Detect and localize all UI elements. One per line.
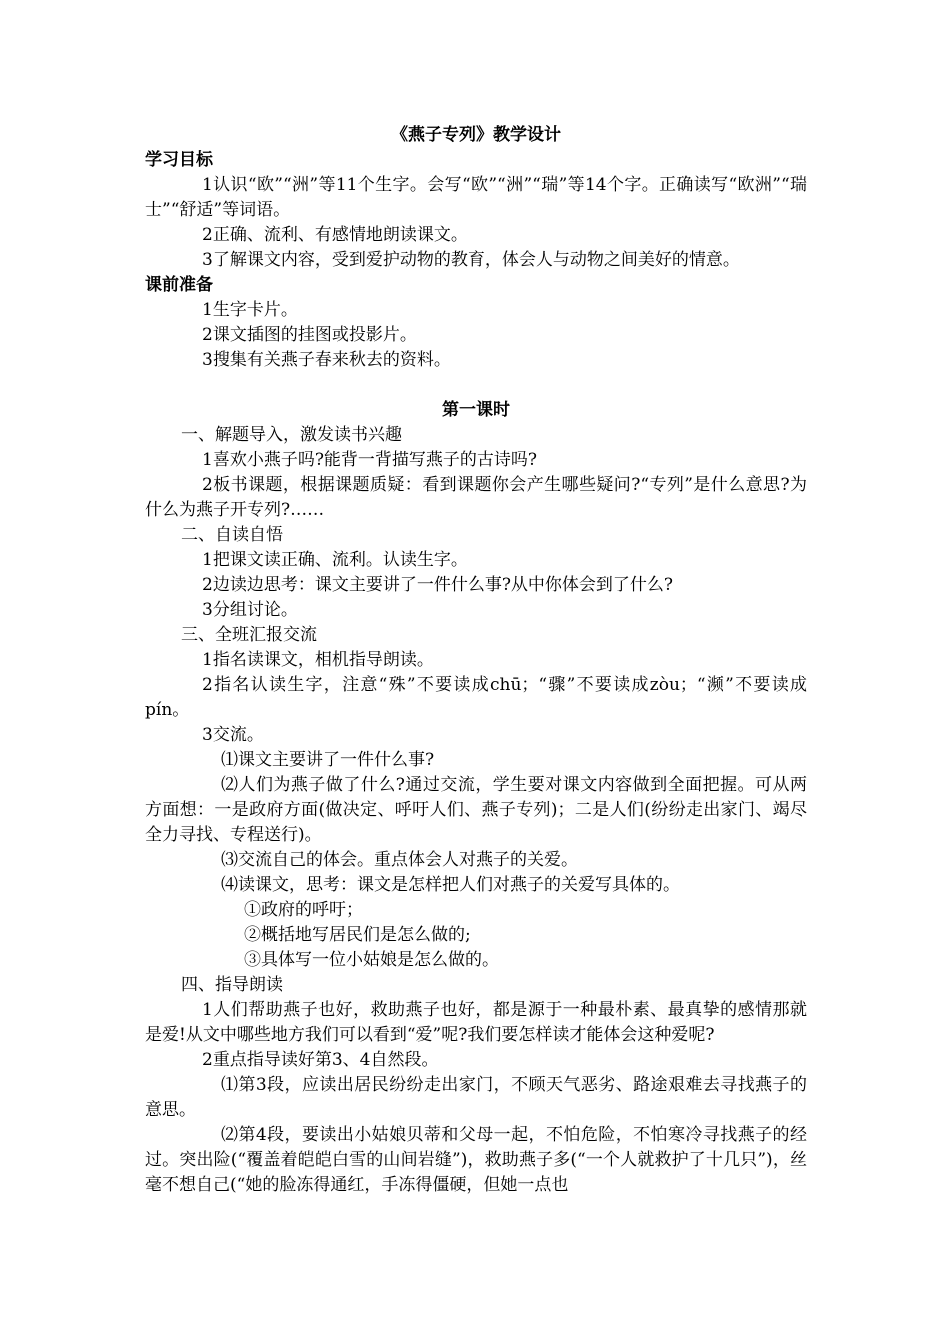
sub-item: ⑶交流自己的体会。重点体会人对燕子的关爱。	[221, 850, 578, 870]
part-item: 2指名认读生字，注意“殊”不要读成chū；“骤”不要读成zòu；“濒”不要读成pín。	[145, 675, 807, 720]
sub-item: ⑴课文主要讲了一件什么事?	[221, 750, 435, 770]
part-item: 2重点指导读好第3、4自然段。	[202, 1050, 439, 1070]
part-heading: 二、自读自悟	[181, 525, 283, 545]
part-item: 1人们帮助燕子也好，救助燕子也好，都是源于一种最朴素、最真挚的感情那就是爱!从文中哪些地方我们可以看到“爱”呢?我们要怎样读才能体会这种爱呢?	[145, 1000, 807, 1045]
circled-item: ②概括地写居民们是怎么做的;	[244, 925, 471, 945]
goal-item: 1认识“欧”“洲”等11个生字。会写“欧”“洲”“瑞”等14个字。正确读写“欧洲”“瑞士”“舒适”等词语。	[145, 175, 807, 220]
part-item: 3交流。	[202, 725, 264, 745]
goal-item: 2正确、流利、有感情地朗读课文。	[202, 225, 468, 245]
preparation-item: 2课文插图的挂图或投影片。	[202, 325, 417, 345]
circled-item: ③具体写一位小姑娘是怎么做的。	[244, 950, 499, 970]
document-title: 《燕子专列》教学设计	[391, 125, 561, 145]
sub-item: ⑷读课文，思考：课文是怎样把人们对燕子的关爱写具体的。	[221, 875, 680, 895]
section-heading-preparation: 课前准备	[145, 275, 213, 295]
part-item: 2板书课题，根据课题质疑：看到课题你会产生哪些疑问?“专列”是什么意思?为什么为燕子开专列?……	[145, 475, 807, 520]
preparation-item: 3搜集有关燕子春来秋去的资料。	[202, 350, 451, 370]
document-body	[145, 123, 807, 1198]
preparation-item: 1生字卡片。	[202, 300, 298, 320]
part-item: 1把课文读正确、流利。认读生字。	[202, 550, 468, 570]
part-item: 1指名读课文，相机指导朗读。	[202, 650, 434, 670]
spacer	[145, 373, 807, 398]
lesson-title: 第一课时	[442, 400, 510, 420]
part-item: 1喜欢小燕子吗?能背一背描写燕子的古诗吗?	[202, 450, 538, 470]
sub-item: ⑵人们为燕子做了什么?通过交流，学生要对课文内容做到全面把握。可从两方面想：一是政府方面(做决定、呼吁人们、燕子专列)；二是人们(纷纷走出家门、竭尽全力寻找、专程送行)。	[145, 775, 807, 845]
sub-item: ⑴第3段，应读出居民纷纷走出家门，不顾天气恶劣、路途艰难去寻找燕子的意思。	[145, 1075, 807, 1120]
part-heading: 一、解题导入，激发读书兴趣	[181, 425, 402, 445]
section-heading-goals: 学习目标	[145, 150, 213, 170]
goal-item: 3了解课文内容，受到爱护动物的教育，体会人与动物之间美好的情意。	[202, 250, 740, 270]
sub-item: ⑵第4段，要读出小姑娘贝蒂和父母一起，不怕危险，不怕寒冷寻找燕子的经过。突出险(“覆盖着皑皑白雪的山间岩缝”)，救助燕子多(“一个人就救护了十几只”)，丝毫不想自己(“她的脸冻得通红，手冻得僵硬，但她一点也	[145, 1125, 807, 1195]
part-item: 2边读边思考：课文主要讲了一件什么事?从中你体会到了什么?	[202, 575, 674, 595]
part-heading: 四、指导朗读	[181, 975, 283, 995]
part-item: 3分组讨论。	[202, 600, 298, 620]
part-heading: 三、全班汇报交流	[181, 625, 317, 645]
circled-item: ①政府的呼吁；	[244, 900, 363, 920]
